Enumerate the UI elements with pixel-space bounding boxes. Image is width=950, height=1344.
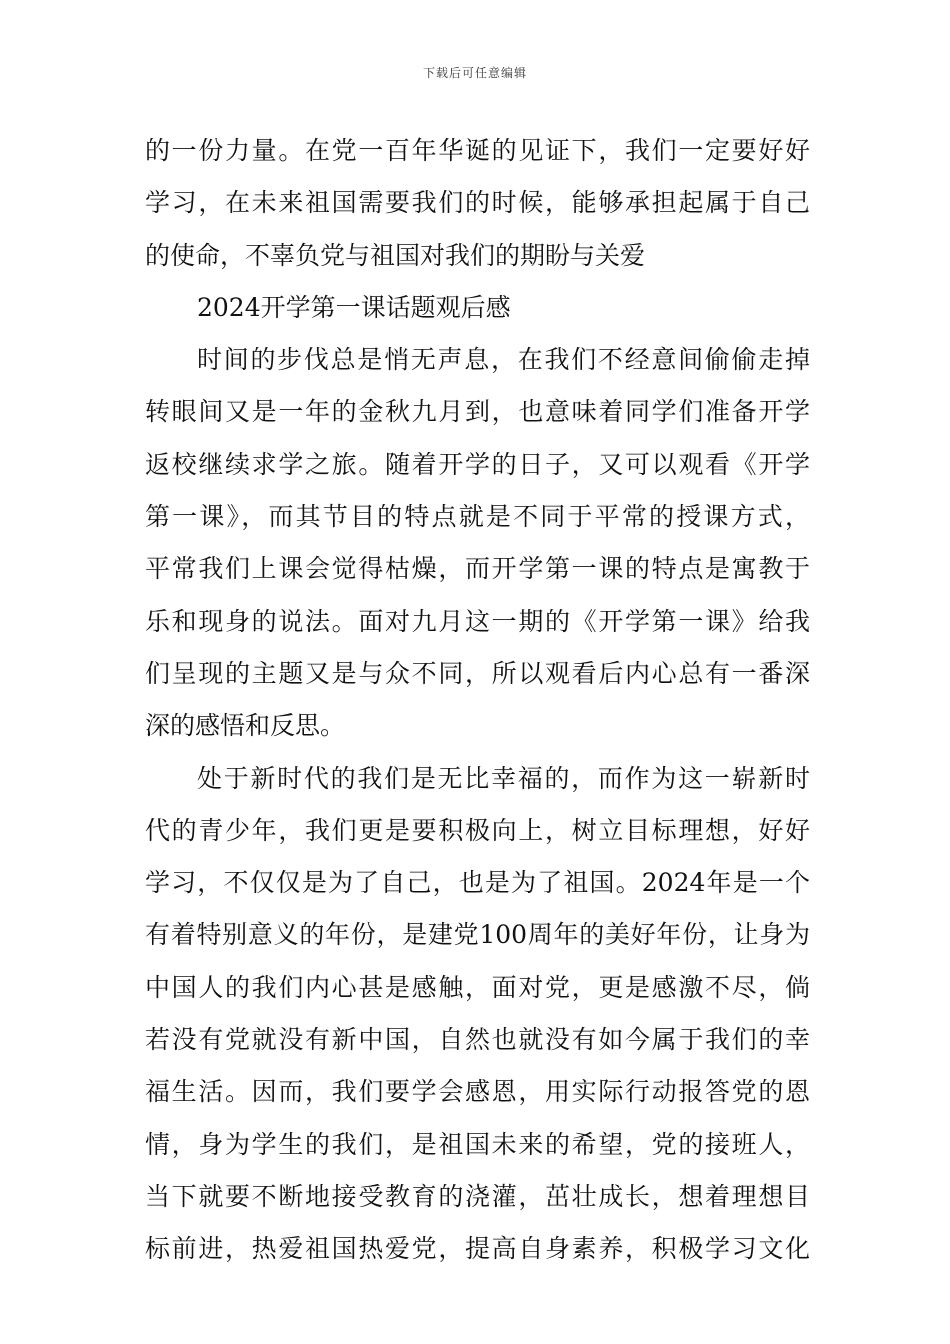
- text-line: 中国人的我们内心甚是感触，面对党，更是感激不尽，倘: [145, 972, 810, 1002]
- text-line: 乐和现身的说法。面对九月这一期的《开学第一课》给我: [145, 606, 810, 636]
- text-line: 深的感悟和反思。: [145, 711, 346, 741]
- text-line: 时间的步伐总是悄无声息，在我们不经意间偷偷走掉: [197, 345, 810, 375]
- text-line: 若没有党就没有新中国，自然也就没有如今属于我们的幸: [145, 1025, 810, 1055]
- text-line: 平常我们上课会觉得枯燥，而开学第一课的特点是寓教于: [145, 554, 810, 584]
- page-header: 下载后可任意编辑: [422, 66, 527, 80]
- text-line: 们呈现的主题又是与众不同，所以观看后内心总有一番深: [145, 658, 810, 688]
- text-line: 转眼间又是一年的金秋九月到，也意味着同学们准备开学: [145, 397, 810, 427]
- section-heading: 2024开学第一课话题观后感: [197, 292, 511, 322]
- text-line: 返校继续求学之旅。随着开学的日子，又可以观看《开学: [145, 449, 810, 479]
- document-body: [145, 125, 810, 1276]
- text-line: 学习，在未来祖国需要我们的时候，能够承担起属于自己: [145, 188, 810, 218]
- text-line: 当下就要不断地接受教育的浇灌，茁壮成长，想着理想目: [145, 1181, 810, 1211]
- text-line: 福生活。因而，我们要学会感恩，用实际行动报答党的恩: [145, 1077, 810, 1107]
- text-line: 有着特别意义的年份，是建党100周年的美好年份，让身为: [145, 920, 810, 950]
- text-line: 标前进，热爱祖国热爱党，提高自身素养，积极学习文化: [145, 1234, 810, 1264]
- text-line: 学习，不仅仅是为了自己，也是为了祖国。2024年是一个: [145, 868, 810, 898]
- text-line: 处于新时代的我们是无比幸福的，而作为这一崭新时: [197, 763, 810, 793]
- text-line: 的一份力量。在党一百年华诞的见证下，我们一定要好好: [145, 136, 810, 165]
- text-line: 情，身为学生的我们，是祖国未来的希望，党的接班人，: [145, 1129, 810, 1159]
- text-line: 第一课》，而其节目的特点就是不同于平常的授课方式，: [145, 502, 810, 532]
- text-line: 的使命，不辜负党与祖国对我们的期盼与关爱: [145, 240, 646, 270]
- text-line: 代的青少年，我们更是要积极向上，树立目标理想，好好: [145, 815, 810, 845]
